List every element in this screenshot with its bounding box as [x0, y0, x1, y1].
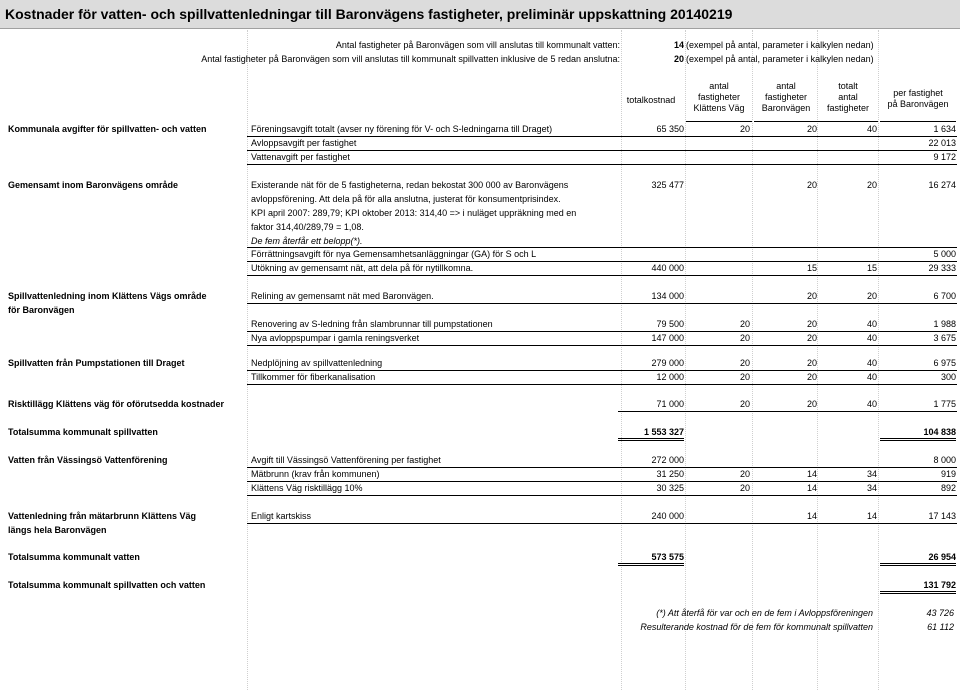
row-border — [247, 136, 957, 137]
cell-total: 30 325 — [656, 483, 684, 493]
row-border — [247, 481, 957, 482]
cell-per: 8 000 — [933, 455, 956, 465]
row-desc: Enligt kartskiss — [251, 511, 312, 521]
row-border — [247, 495, 957, 496]
cell-per: 300 — [940, 372, 956, 382]
cell-total: 240 000 — [651, 511, 684, 521]
section-label-vattenledning: Vattenledning från mätarbrunn Klättens Väg — [8, 511, 197, 521]
grid-line — [878, 30, 879, 690]
cell-klattens: 20 — [739, 469, 750, 479]
cell-total: 147 000 — [651, 333, 684, 343]
row-border — [247, 523, 957, 524]
sum-total-vatten: 573 575 — [618, 552, 684, 566]
section-label-spill-klattens-2: för Baronvägen — [8, 305, 75, 315]
cell-per: 1 988 — [933, 319, 956, 329]
header-underline — [818, 121, 878, 122]
col-header-totalt: totalt antal fastigheter — [826, 81, 870, 113]
row-desc: Utökning av gemensamt nät, att dela på för nytillkomna. — [251, 263, 474, 273]
section-label-gemensamt: Gemensamt inom Baronvägens område — [8, 180, 179, 190]
col-header-totalkostnad: totalkostnad — [626, 95, 676, 105]
row-desc: avloppsförening. Att dela på för alla anslutna, justerat för konsumentprisindex. — [251, 194, 561, 204]
cell-totalt: 40 — [866, 399, 877, 409]
sum-total-spill: 1 553 327 — [618, 427, 684, 441]
row-desc: Mätbrunn (krav från kommunen) — [251, 469, 380, 479]
cell-totalt: 34 — [866, 469, 877, 479]
row-border — [247, 331, 957, 332]
row-desc: faktor 314,40/289,79 = 1,08. — [251, 222, 364, 232]
cell-klattens: 20 — [739, 358, 750, 368]
cell-totalt: 20 — [866, 291, 877, 301]
cell-per: 17 143 — [928, 511, 956, 521]
section-label-spill-pump: Spillvatten från Pumpstationen till Draget — [8, 358, 185, 368]
cell-totalt: 34 — [866, 483, 877, 493]
cell-klattens: 20 — [739, 399, 750, 409]
sheet-title-bar — [0, 0, 960, 29]
row-desc: Tillkommer för fiberkanalisation — [251, 372, 376, 382]
param-note-water: (exempel på antal, parameter i kalkylen nedan) — [686, 40, 874, 50]
cell-klattens: 20 — [739, 333, 750, 343]
sum-label-spill: Totalsumma kommunalt spillvatten — [8, 427, 158, 437]
cell-total: 71 000 — [656, 399, 684, 409]
section-label-vatten-vassingso: Vatten från Vässingsö Vattenförening — [8, 455, 168, 465]
row-desc: Nya avloppspumpar i gamla reningsverket — [251, 333, 420, 343]
param-label-water: Antal fastigheter på Baronvägen som vill anslutas till kommunalt vatten: — [335, 40, 620, 50]
cell-baron: 20 — [806, 319, 817, 329]
cell-total: 279 000 — [651, 358, 684, 368]
header-underline — [880, 121, 956, 122]
cell-baron: 20 — [806, 333, 817, 343]
row-desc: Nedplöjning av spillvattenledning — [251, 358, 383, 368]
row-desc-note: De fem återfår ett belopp(*). — [251, 236, 363, 246]
footnote-value-2: 61 112 — [927, 622, 954, 632]
cell-totalt: 40 — [866, 333, 877, 343]
grid-line — [752, 30, 753, 690]
cell-totalt: 40 — [866, 124, 877, 134]
param-note-sewage: (exempel på antal, parameter i kalkylen nedan) — [686, 54, 874, 64]
sum-label-vatten: Totalsumma kommunalt vatten — [8, 552, 140, 562]
cell-total: 325 477 — [651, 180, 684, 190]
cell-per: 9 172 — [933, 152, 956, 162]
row-border — [247, 370, 957, 371]
section-label-vattenledning-2: längs hela Baronvägen — [8, 525, 107, 535]
col-header-klattens: antal fastigheter Klättens Väg — [693, 81, 745, 113]
cell-total: 12 000 — [656, 372, 684, 382]
cell-total: 440 000 — [651, 263, 684, 273]
section-label-risk: Risktillägg Klättens väg för oförutsedda kostnader — [8, 399, 225, 409]
cell-total: 79 500 — [656, 319, 684, 329]
cell-baron: 20 — [806, 399, 817, 409]
cell-per: 3 675 — [933, 333, 956, 343]
sum-per-vatten: 26 954 — [880, 552, 956, 566]
row-desc: Avgift till Vässingsö Vattenförening per fastighet — [251, 455, 441, 465]
col-header-per-fastighet: per fastighet på Baronvägen — [887, 88, 949, 109]
row-border — [247, 345, 957, 346]
cell-baron: 20 — [806, 124, 817, 134]
cell-per: 6 700 — [933, 291, 956, 301]
row-desc: Förrättningsavgift för nya Gemensamhetsanläggningar (GA) för S och L — [251, 249, 537, 259]
cell-totalt: 14 — [866, 511, 877, 521]
cell-baron: 14 — [806, 511, 817, 521]
row-desc: Existerande nät för de 5 fastigheterna, redan bekostat 300 000 av Baronvägens — [251, 180, 569, 190]
footnote-label-1: (*) Att återfå för var och en de fem i Avloppsföreningen — [656, 608, 873, 618]
cell-baron: 14 — [806, 469, 817, 479]
row-border — [247, 164, 957, 165]
sum-per-spill: 104 838 — [880, 427, 956, 441]
section-label-kommunala: Kommunala avgifter för spillvatten- och vatten — [8, 124, 207, 134]
grid-line — [247, 30, 248, 690]
cell-per: 22 013 — [928, 138, 956, 148]
cell-per: 1 775 — [933, 399, 956, 409]
cell-klattens: 20 — [739, 124, 750, 134]
row-desc: Klättens Väg risktillägg 10% — [251, 483, 363, 493]
row-desc: Renovering av S-ledning från slambrunnar till pumpstationen — [251, 319, 493, 329]
param-value-water[interactable]: 14 — [673, 40, 684, 50]
cell-baron: 20 — [806, 291, 817, 301]
cell-total: 65 350 — [656, 124, 684, 134]
cell-total: 134 000 — [651, 291, 684, 301]
cell-baron: 20 — [806, 358, 817, 368]
header-underline — [754, 121, 818, 122]
section-label-spill-klattens: Spillvattenledning inom Klättens Vägs område — [8, 291, 207, 301]
header-underline — [686, 121, 752, 122]
row-desc: Vattenavgift per fastighet — [251, 152, 350, 162]
cell-totalt: 40 — [866, 372, 877, 382]
row-border — [247, 261, 957, 262]
row-border — [247, 467, 957, 468]
row-border — [247, 150, 957, 151]
cell-baron: 15 — [806, 263, 817, 273]
cell-per: 919 — [940, 469, 956, 479]
cell-klattens: 20 — [739, 319, 750, 329]
row-border — [618, 411, 957, 412]
sheet-title: Kostnader för vatten- och spillvattenledningar till Baronvägens fastigheter, preliminär uppskattning 20140219 — [5, 6, 733, 22]
cell-totalt: 40 — [866, 358, 877, 368]
footnote-value-1: 43 726 — [926, 608, 954, 618]
row-desc: Avloppsavgift per fastighet — [251, 138, 357, 148]
cell-totalt: 15 — [866, 263, 877, 273]
sum-label-all: Totalsumma kommunalt spillvatten och vatten — [8, 580, 206, 590]
cell-totalt: 20 — [866, 180, 877, 190]
cell-per: 892 — [940, 483, 956, 493]
cell-per: 6 975 — [933, 358, 956, 368]
param-label-sewage: Antal fastigheter på Baronvägen som vill anslutas till kommunalt spillvatten inklusive de 5 redan anslutna: — [201, 54, 620, 64]
cell-baron: 20 — [806, 180, 817, 190]
cell-total: 31 250 — [656, 469, 684, 479]
row-border — [247, 384, 957, 385]
cell-baron: 14 — [806, 483, 817, 493]
row-desc: Relining av gemensamt nät med Baronvägen. — [251, 291, 434, 301]
footnote-label-2: Resulterande kostnad för de fem för kommunalt spillvatten — [640, 622, 873, 632]
cell-baron: 20 — [806, 372, 817, 382]
cell-per: 16 274 — [928, 180, 956, 190]
col-header-baronvagen: antal fastigheter Baronvägen — [761, 81, 811, 113]
cell-per: 5 000 — [933, 249, 956, 259]
cell-total: 272 000 — [651, 455, 684, 465]
row-desc: Föreningsavgift totalt (avser ny förening för V- och S-ledningarna till Draget) — [251, 124, 553, 134]
cell-per: 29 333 — [928, 263, 956, 273]
cell-klattens: 20 — [739, 483, 750, 493]
row-border — [247, 247, 957, 248]
cell-klattens: 20 — [739, 372, 750, 382]
row-border — [247, 303, 957, 304]
param-value-sewage[interactable]: 20 — [673, 54, 684, 64]
row-desc: KPI april 2007: 289,79; KPI oktober 2013: 314,40 => i nuläget uppräkning med en — [251, 208, 577, 218]
row-border — [247, 275, 957, 276]
cell-per: 1 634 — [933, 124, 956, 134]
sum-per-all: 131 792 — [880, 580, 956, 594]
cell-totalt: 40 — [866, 319, 877, 329]
